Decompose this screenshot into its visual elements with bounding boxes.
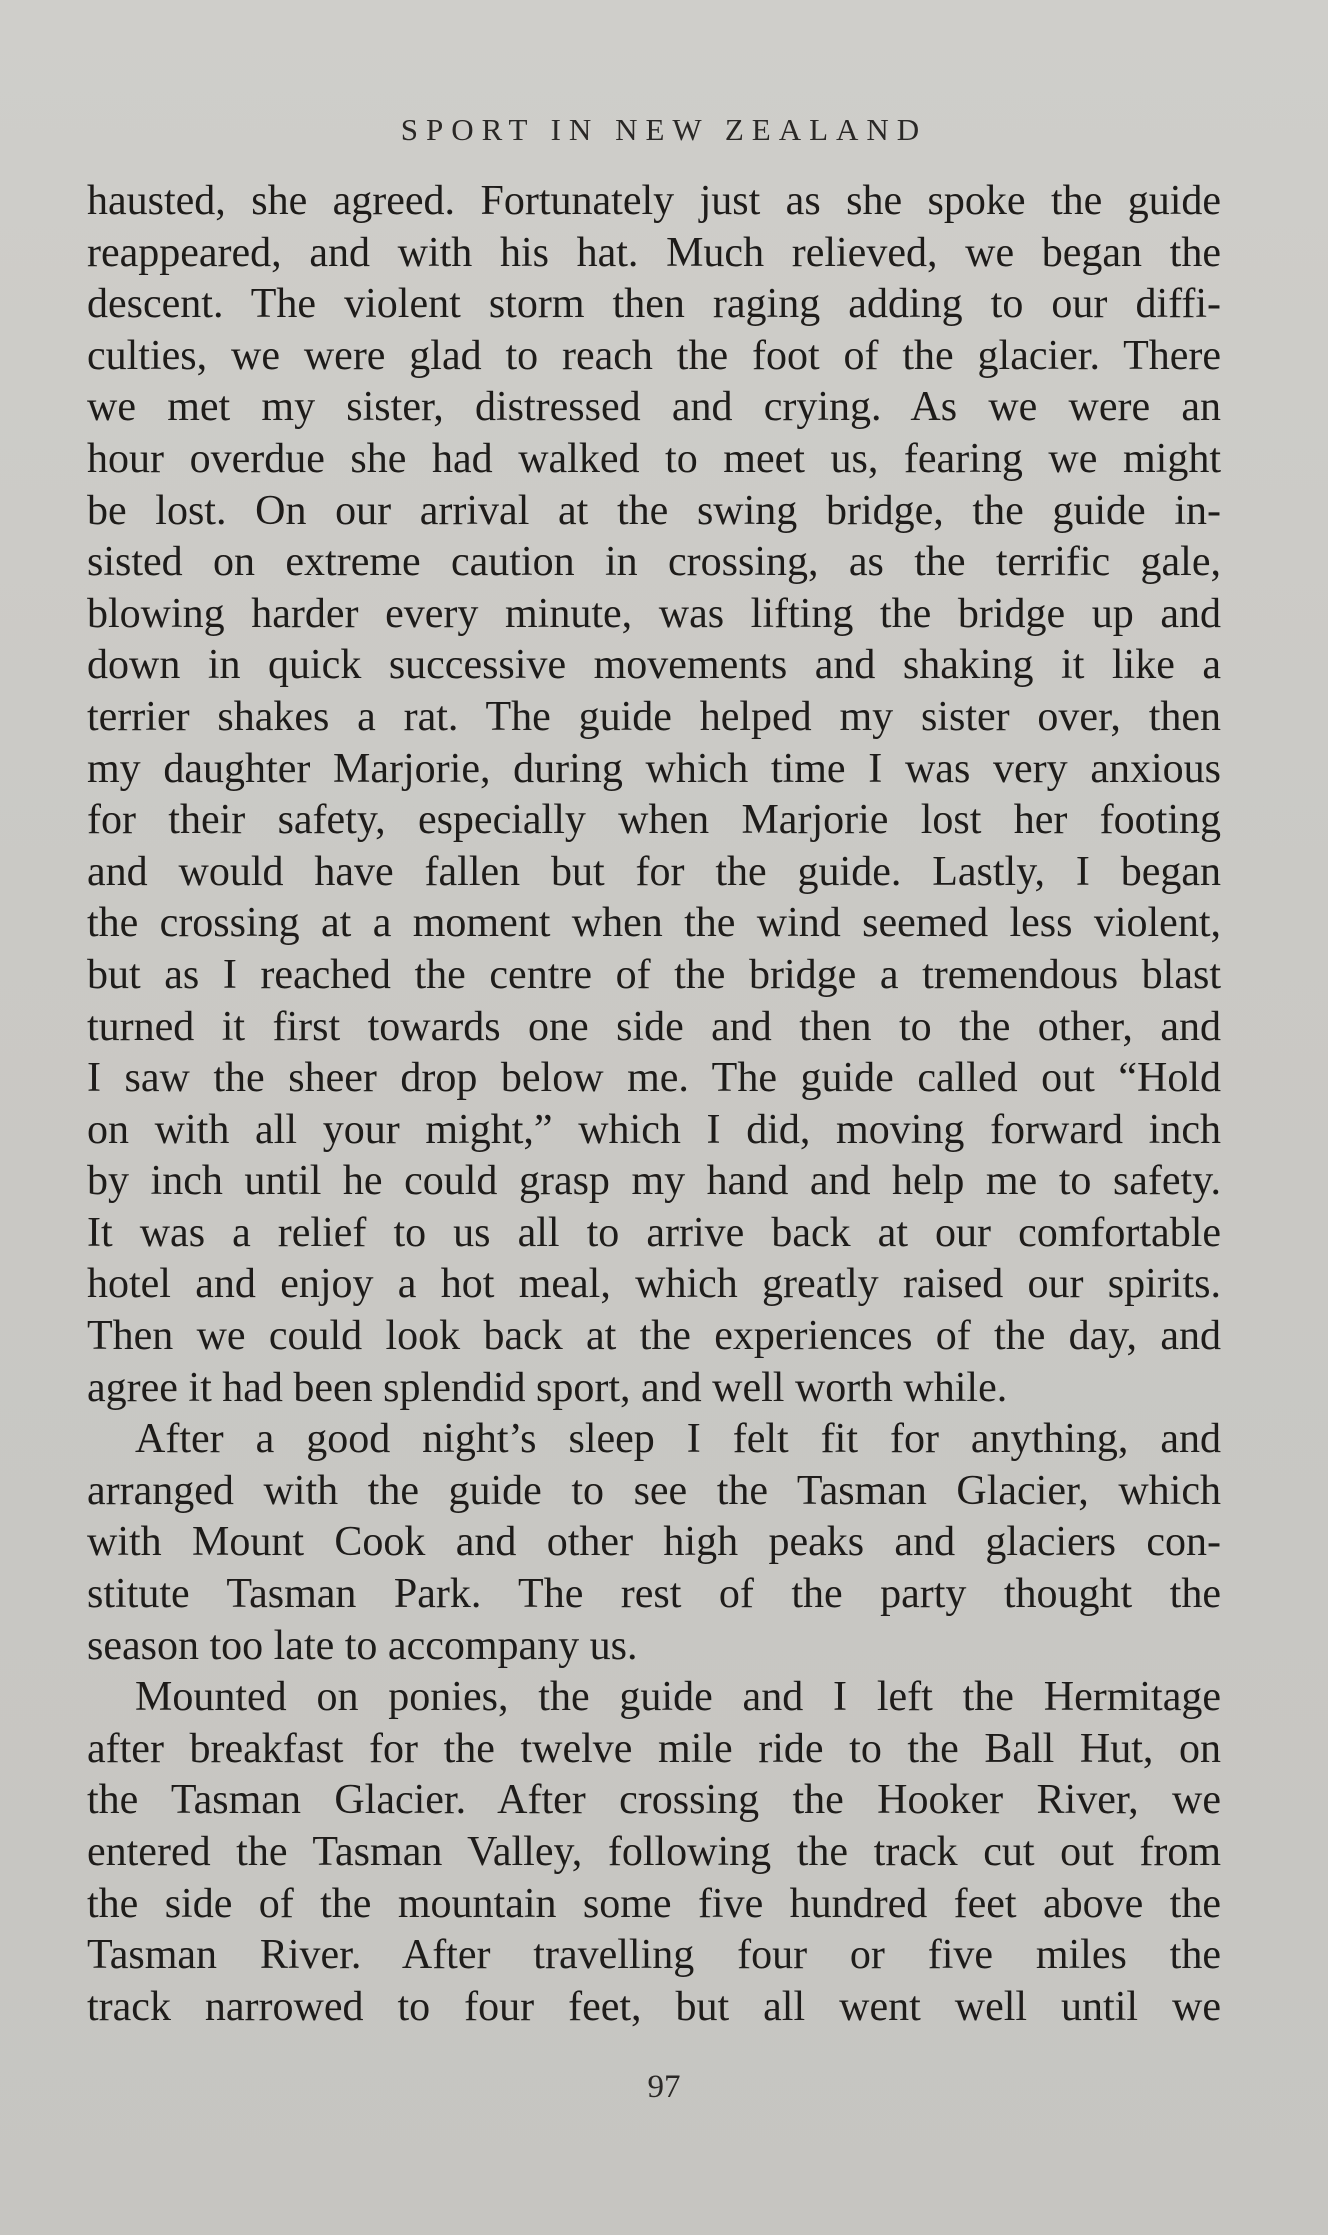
text-line: arranged with the guide to see the Tasman Glacier, which (87, 1467, 1221, 1514)
body-text (87, 176, 1221, 2033)
running-head: SPORT IN NEW ZEALAND (400, 112, 928, 147)
text-line: with Mount Cook and other high peaks and glaciers con- (87, 1519, 1221, 1566)
text-line: sisted on extreme caution in crossing, as the terrific gale, (87, 539, 1221, 586)
text-line: Then we could look back at the experiences of the day, and (87, 1313, 1221, 1360)
text-line: but as I reached the centre of the bridge a tremendous blast (87, 951, 1221, 998)
text-line: and would have fallen but for the guide. Lastly, I began (87, 848, 1221, 895)
text-line: It was a relief to us all to arrive back at our comfortable (87, 1209, 1221, 1256)
text-line: After a good night’s sleep I felt fit for anything, and (135, 1416, 1221, 1463)
text-line: Mounted on ponies, the guide and I left the Hermitage (135, 1674, 1221, 1721)
text-line: after breakfast for the twelve mile ride to the Ball Hut, on (87, 1725, 1221, 1772)
text-line: stitute Tasman Park. The rest of the party thought the (87, 1571, 1221, 1618)
text-line: blowing harder every minute, was lifting the bridge up and (87, 590, 1221, 637)
text-line: turned it first towards one side and then to the other, and (87, 1003, 1221, 1050)
text-line: I saw the sheer drop below me. The guide called out “Hold (87, 1055, 1221, 1102)
text-line: culties, we were glad to reach the foot of the glacier. There (87, 332, 1221, 379)
text-line: Tasman River. After travelling four or five miles the (87, 1932, 1221, 1979)
text-line: the side of the mountain some five hundred feet above the (87, 1880, 1221, 1927)
text-line: reappeared, and with his hat. Much relieved, we began the (87, 229, 1221, 276)
text-line: the Tasman Glacier. After crossing the Hooker River, we (87, 1777, 1221, 1824)
text-line: hour overdue she had walked to meet us, fearing we might (87, 435, 1221, 482)
page-number: 97 (647, 2069, 681, 2105)
text-line: hotel and enjoy a hot meal, which greatly raised our spirits. (87, 1261, 1221, 1308)
text-line: descent. The violent storm then raging adding to our diffi- (87, 281, 1221, 328)
text-line: on with all your might,” which I did, moving forward inch (87, 1106, 1221, 1153)
text-line: be lost. On our arrival at the swing bridge, the guide in- (87, 487, 1221, 534)
text-line: the crossing at a moment when the wind seemed less violent, (87, 900, 1221, 947)
text-line: for their safety, especially when Marjorie lost her footing (87, 797, 1221, 844)
text-line: season too late to accompany us. (87, 1622, 638, 1669)
text-line: my daughter Marjorie, during which time I was very anxious (87, 745, 1221, 792)
text-line: track narrowed to four feet, but all went well until we (87, 1983, 1221, 2030)
text-line: entered the Tasman Valley, following the track cut out from (87, 1829, 1221, 1875)
text-line: down in quick successive movements and shaking it like a (87, 642, 1221, 689)
text-line: terrier shakes a rat. The guide helped my sister over, then (87, 693, 1221, 740)
text-line: we met my sister, distressed and crying. As we were an (87, 384, 1221, 431)
text-line: agree it had been splendid sport, and well worth while. (87, 1364, 1008, 1411)
text-line: by inch until he could grasp my hand and help me to safety. (87, 1158, 1221, 1205)
text-line: hausted, she agreed. Fortunately just as she spoke the guide (87, 178, 1221, 224)
